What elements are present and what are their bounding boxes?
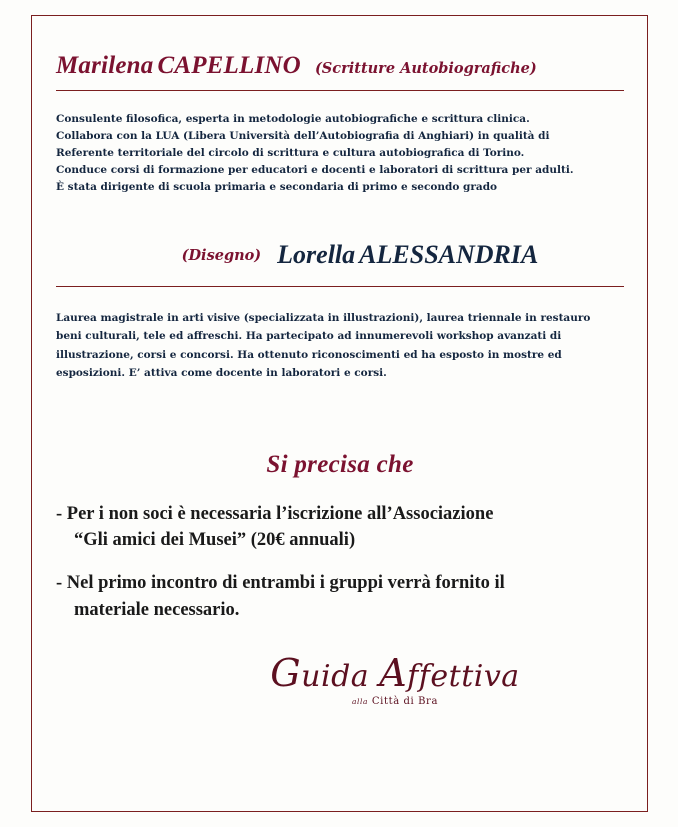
- logo-word1-cap: G: [270, 650, 302, 695]
- bio-line: esposizioni. E’ attiva come docente in laboratori e corsi.: [56, 367, 387, 380]
- notice-item: [56, 501, 624, 555]
- presenter-1-first-name: Marilena: [56, 52, 154, 79]
- notice-item-line1: - Nel primo incontro di entrambi i gruppi verrà fornito il: [56, 573, 505, 594]
- logo-subtitle-small: alla: [351, 696, 369, 706]
- bio-line: Laurea magistrale in arti visive (specializzata in illustrazioni), laurea triennale in restauro: [56, 312, 591, 324]
- notice-title: Si precisa che: [266, 450, 414, 478]
- logo-subtitle-main: Città di Bra: [371, 695, 439, 707]
- logo-subtitle: [166, 696, 624, 707]
- bio-line: illustrazione, corsi e concorsi. Ha ottenuto riconoscimenti ed ha esposto in mostre ed: [56, 348, 562, 361]
- logo-word1-rest: uida: [301, 658, 370, 694]
- bio-line: Collabora con la LUA (Libera Università dell’Autobiografia di Anghiari) in qualità di: [56, 130, 550, 142]
- notice-item: [56, 570, 624, 624]
- presenter-2-bio: [56, 309, 624, 383]
- bio-line: Referente territoriale del circolo di scrittura e cultura autobiografica di Torino.: [56, 147, 525, 159]
- bio-line: Conduce corsi di formazione per educatori e docenti e laboratori di scrittura per adulti.: [56, 164, 574, 176]
- presenter-2-qualifier: (Disegno): [181, 247, 262, 264]
- presenter-1-last-name: CAPELLINO: [157, 52, 301, 79]
- notice-item-line2: materiale necessario.: [74, 599, 240, 620]
- bio-line: Consulente filosofica, esperta in metodologie autobiografiche e scrittura clinica.: [56, 113, 530, 125]
- presenter-2-first-name: Lorella: [277, 240, 356, 269]
- presenter-1-heading: [56, 52, 624, 80]
- logo-wordmark: [166, 650, 624, 695]
- flyer-content: [56, 40, 624, 707]
- divider-under-presenter-2: [56, 286, 624, 287]
- presenter-block-alessandria: [56, 240, 624, 270]
- notice-item-line1: - Per i non soci è necessaria l’iscrizione all’Associazione: [56, 503, 494, 524]
- notice-item-line2: “Gli amici dei Musei” (20€ annuali): [74, 530, 356, 551]
- guida-affettiva-logo: [56, 650, 624, 707]
- presenter-2-last-name: ALESSANDRIA: [359, 240, 539, 269]
- logo-word2-rest: ffettiva: [407, 658, 520, 694]
- notice-list: [56, 501, 624, 624]
- presenter-1-bio: [56, 111, 624, 196]
- divider-under-presenter-1: [56, 90, 624, 91]
- presenter-1-qualifier: (Scritture Autobiografiche): [314, 60, 537, 77]
- presenter-block-capellino: [56, 52, 624, 196]
- bio-line: beni culturali, tele ed affreschi. Ha partecipato ad innumerevoli workshop avanzati di: [56, 330, 562, 343]
- bio-line: È stata dirigente di scuola primaria e secondaria di primo e secondo grado: [56, 181, 498, 193]
- logo-word2-cap: A: [379, 650, 408, 695]
